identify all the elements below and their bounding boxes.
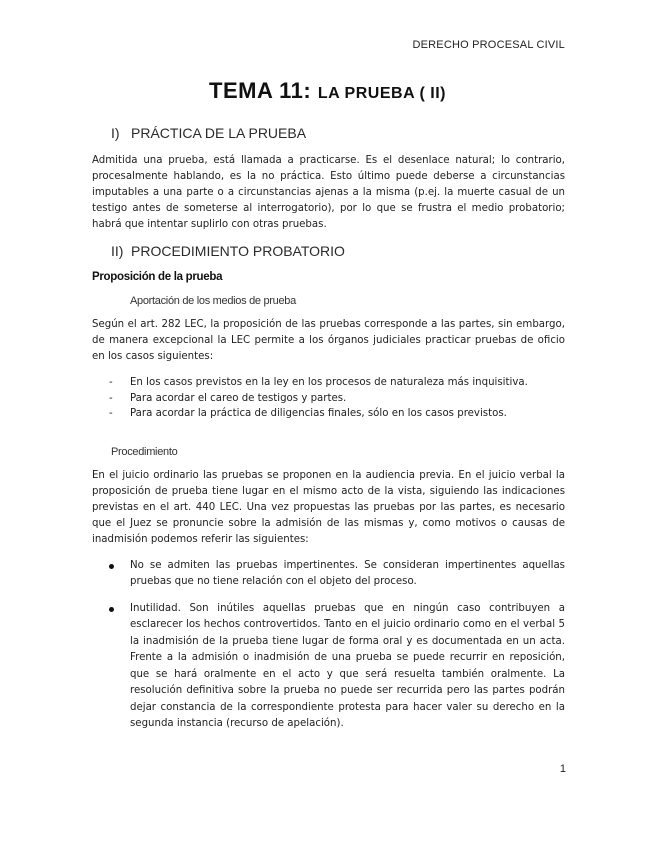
paragraph-practica: Admitida una prueba, está llamada a practicarse. Es el desenlace natural; lo contrario, procesalmente hablando, es la no práctica. Esto último puede deberse a circunstancias imputables a una parte o a circunstancias ajenas a la misma (p.ej. la muerte casual de un testigo antes de someterse al interrogatorio), por lo que se frustra el medio probatorio; habrá que intentar suplirlo con otras pruebas. [92,155,565,230]
title-main: TEMA 11: [209,78,312,103]
section-title: PROCEDIMIENTO PROBATORIO [131,243,345,259]
list-item [92,558,565,591]
section-title: PRÁCTICA DE LA PRUEBA [131,125,307,141]
section-number: I) [111,125,120,141]
subsubheading-aportacion: Aportación de los medios de prueba [130,295,296,307]
bullet-icon [92,601,130,733]
list-item [92,375,565,391]
list-item [92,406,565,422]
section-heading-1 [111,125,565,141]
subsubheading-procedimiento: Procedimiento [111,445,178,458]
dash-list [92,375,565,422]
dash-mark: - [109,408,113,419]
title-sub: LA PRUEBA ( II) [317,85,446,102]
bullet-list [92,558,565,733]
list-item-text: Inutilidad. Son inútiles aquellas pruebas que en ningún caso contribuyen a esclarecer los hechos controvertidos. Tanto en el juicio ordinario como en el verbal 5 la inadmisión de la prueba tiene lugar de forma oral y es documentada en un acta. Frente a la admisión o inadmisión de una prueba se puede recurrir en reposición, que se hará oralmente en el acto y que será resuelta también oralmente. La resolución definitiva sobre la prueba no puede ser recurrida pero las partes podrán dejar constancia de la correspondiente protesta para hacer valer su derecho en la segunda instancia (recurso de apelación). [130,602,565,729]
list-item-text: Para acordar la práctica de diligencias finales, sólo en los casos previstos. [130,408,507,419]
list-item-text: No se admiten las pruebas impertinentes. Se consideran impertinentes aquellas pruebas que no tiene relación con el objeto del proceso. [130,559,565,587]
page-title [0,78,655,104]
page-number: 1 [559,763,566,775]
dash-mark: - [109,377,113,388]
paragraph-procedimiento: En el juicio ordinario las pruebas se proponen en la audiencia previa. En el juicio verbal la proposición de prueba tiene lugar en el mismo acto de la vista, siguiendo las indicaciones previstas en el art. 440 LEC. Una vez propuestas las pruebas por las partes, es necesario que el Juez se pronuncie sobre la admisión de las mismas y, como motivos o causas de inadmisión podemos referir las siguientes: [92,469,565,545]
bullet-icon [92,558,130,591]
list-item [92,601,565,733]
dash-mark: - [109,392,113,404]
subheading-proposicion: Proposición de la prueba [92,271,223,283]
list-item-text: En los casos previstos en la ley en los procesos de naturaleza más inquisitiva. [130,377,528,388]
document-body [92,125,565,743]
section-number: II) [111,243,124,259]
running-header: DERECHO PROCESAL CIVIL [412,39,565,51]
list-item-text: Para acordar el careo de testigos y partes. [130,392,347,404]
paragraph-proposicion: Según el art. 282 LEC, la proposición de las pruebas corresponde a las partes, sin embargo, de manera excepcional la LEC permite a los órganos judiciales practicar pruebas de oficio en los casos siguientes: [92,319,565,362]
list-item [92,391,565,407]
section-heading-2 [111,243,565,259]
